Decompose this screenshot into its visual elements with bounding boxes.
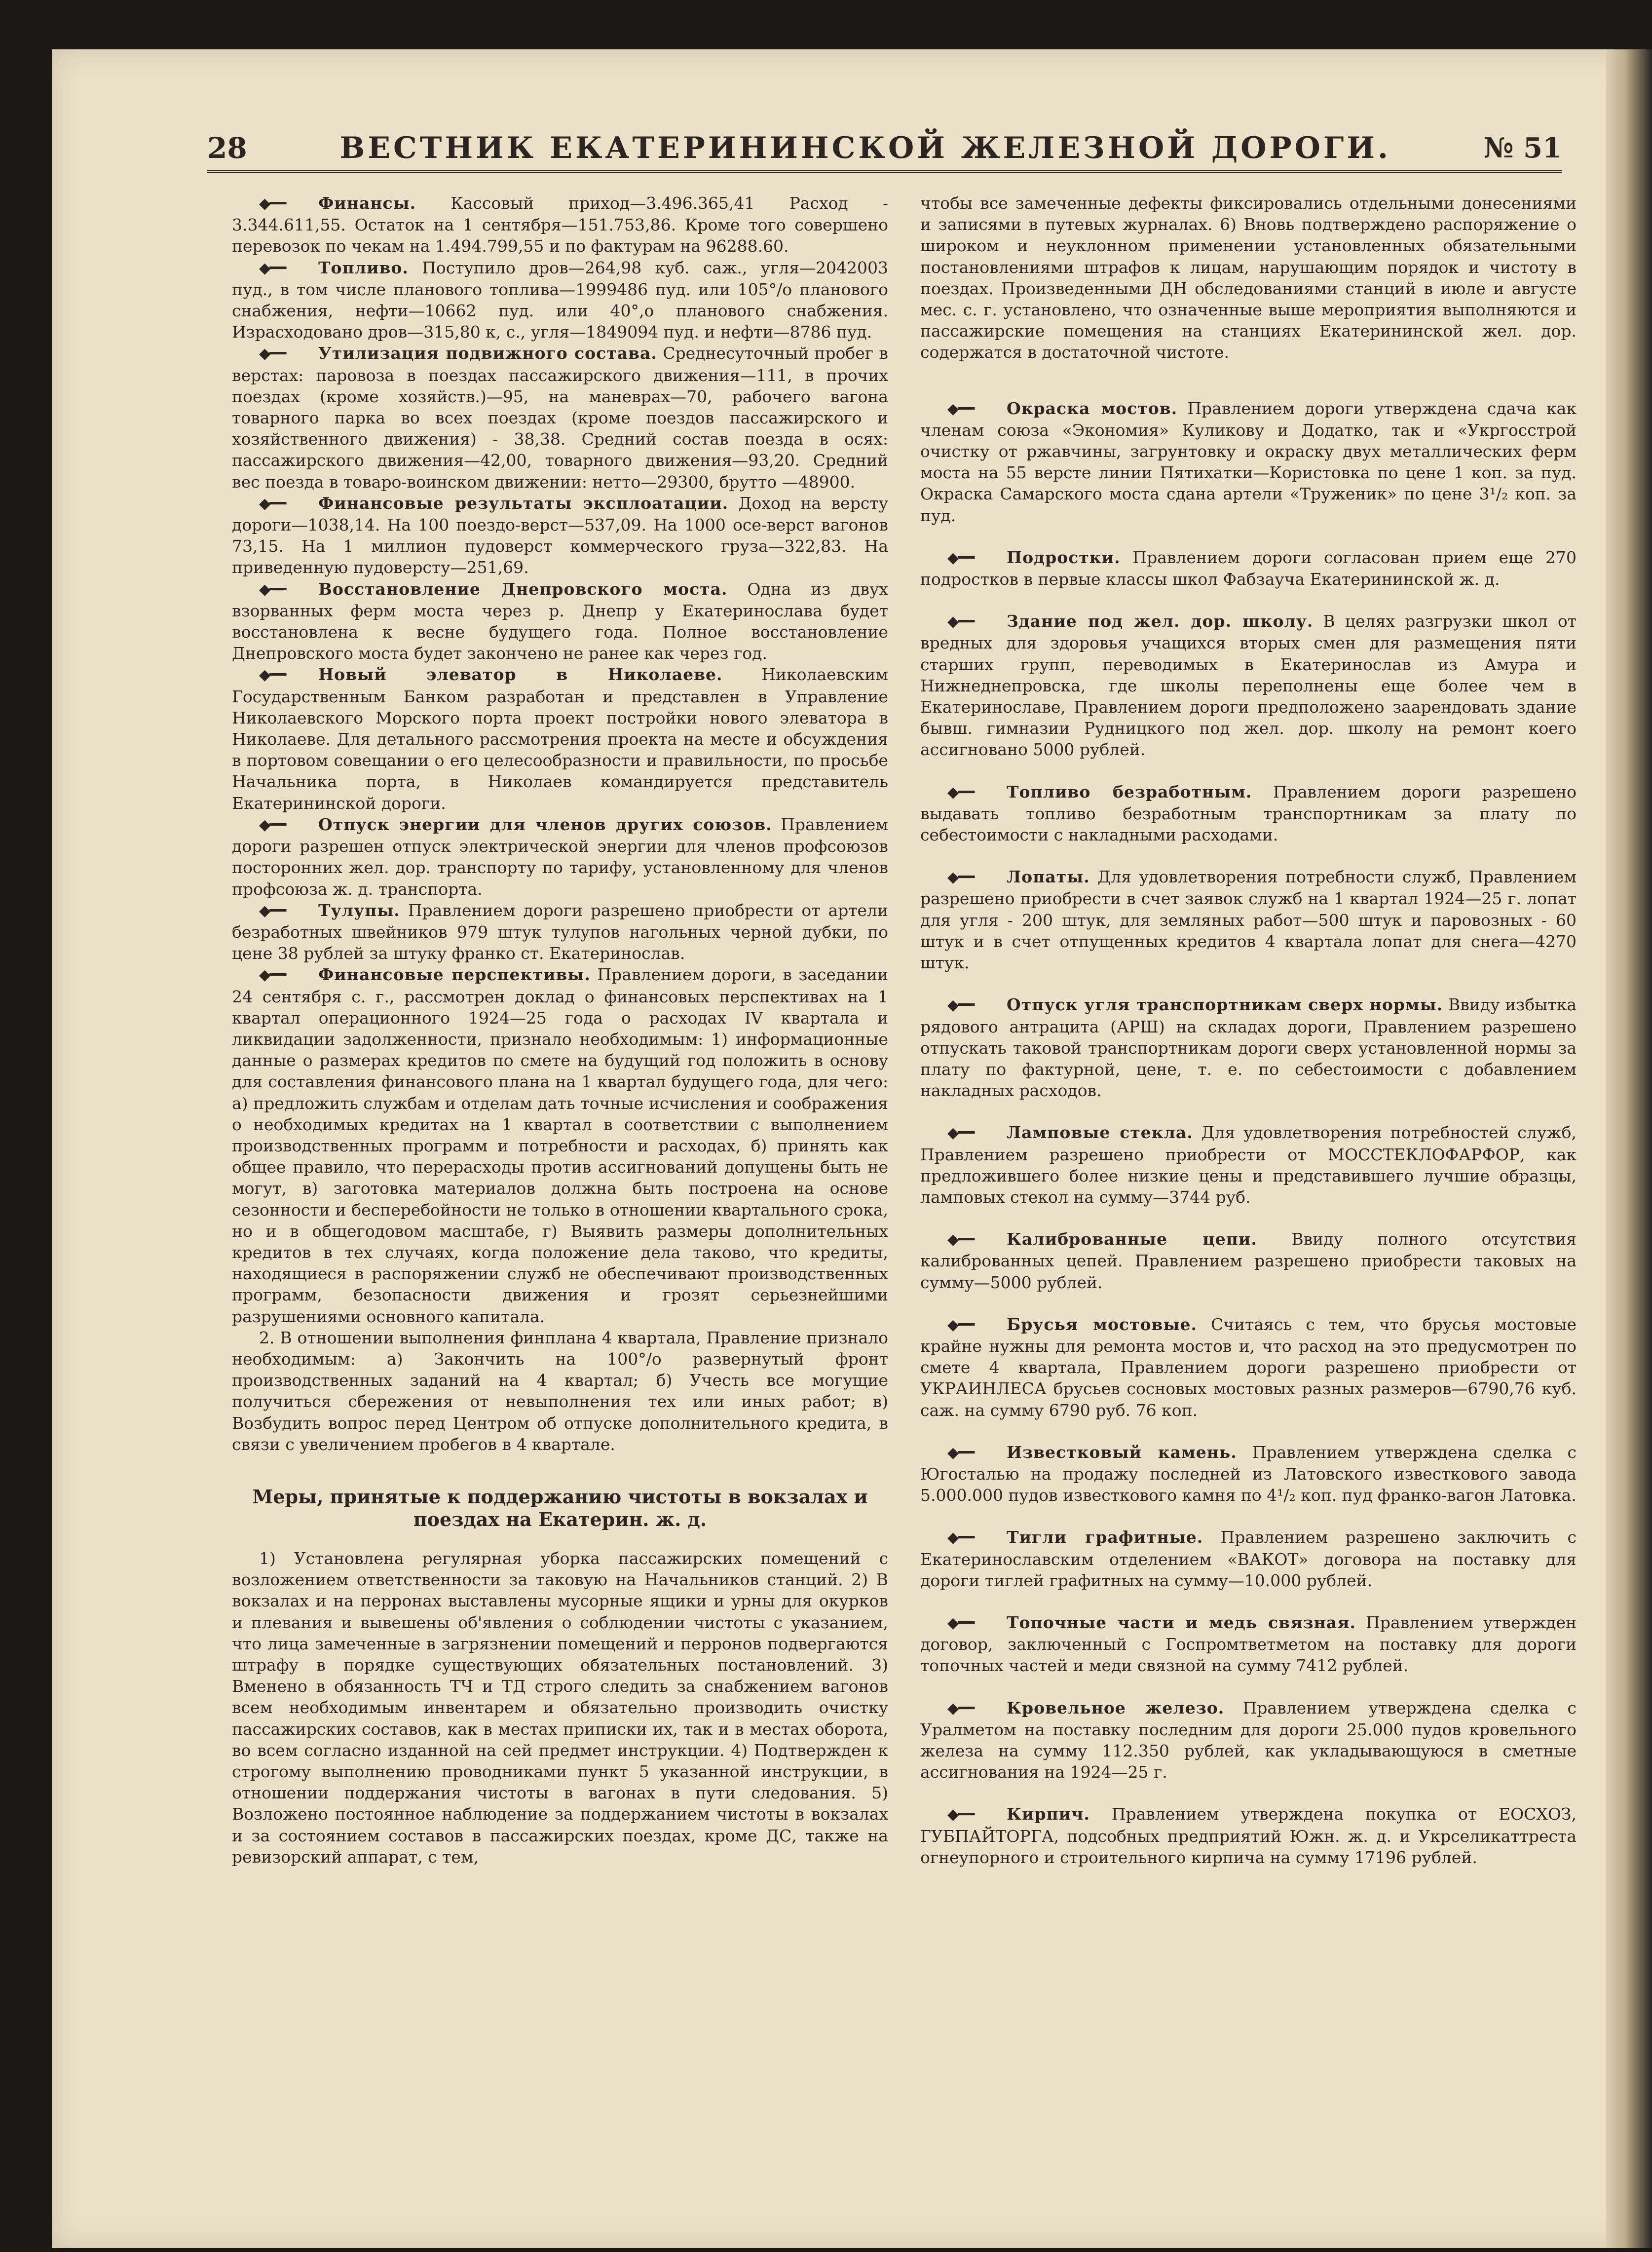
news-item-title: Тулупы.: [318, 900, 400, 920]
news-item: [920, 1612, 1577, 1677]
news-item: [920, 1228, 1577, 1293]
news-item-title: Подростки.: [1007, 547, 1121, 567]
arrow-ornament-icon: ◆━━: [259, 816, 286, 834]
news-item-text: Николаевским Государственным Банком разработан и представлен в Управление Николаевского Морского порта проект постройки нового элеватора в Николаеве. Для детального рассмотрения проекта на месте и обсуждения в портовом совещании о его целесообразности и правильности, по просьбе Начальника порта, в Николаев командируется представитель Екатерининской дороги.: [232, 665, 888, 813]
news-item-text: Правлением утверждена сделка с Уралметом на поставку последним для дороги 25.000 пудов кровельного железа на сумму 112.350 рублей, как укладывающуюся в сметные ассигнования на 1924—25 г.: [920, 1698, 1577, 1782]
arrow-ornament-icon: ◆━━: [259, 345, 286, 363]
news-item-text: Для удовлетворения потребностей служб, Правлением разрешено приобрести от МОССТЕКЛОФАРФОР, как предложившего более низкие цены и представившего лучшие образцы, ламповых стекол на сумму—3744 руб.: [920, 1123, 1577, 1207]
section-text-left: 1) Установлена регулярная уборка пассажирских помещений с возложением ответственности за таковую на Начальников станций. 2) В вокзалах и на перронах выставлены мусорные ящики и урны для окурков и плевания и вывешены об'явления о соблюдении чистоты с указанием, что лица замеченные в загрязнении помещений и перронов подвергаются штрафу в порядке существующих обязательных постановлений. 3) Вменено в обязанность ТЧ и ТД строго следить за снабжением вагонов всем необходимым инвентарем и обязательно производить очистку пассажирских составов, как в местах приписки их, так и в местах оборота, во всем согласно изданной на сей предмет инструкции. 4) Подтвержден к строгому выполнению проводниками пункт 5 указанной инструкции, в отношении поддержания чистоты в вагонах в пути следования. 5) Возложено постоянное наблюдение за поддержанием чистоты в вокзалах и за состоянием составов в пассажирских поездах, кроме ДС, также на ревизорский аппарат, с тем,: [232, 1548, 888, 1867]
arrow-ornament-icon: ◆━━: [259, 195, 286, 212]
news-item-text: Для удовлетворения потребности служб, Правлением разрешено приобрести в счет заявок служб на 1 квартал 1924—25 г. лопат для угля - 200 штук, для земляных работ—500 штук и паровозных - 60 штук и в счет отпущенных кредитов 4 квартала лопат для снега—4270 штук.: [920, 867, 1577, 973]
news-item-title: Финансовые результаты эксплоатации.: [318, 493, 729, 513]
arrow-ornament-icon: ◆━━: [947, 1806, 974, 1824]
news-item-text: Ввиду полного отсутствия калиброванных цепей. Правлением разрешено приобрести таковых на сумму—5000 рублей.: [920, 1229, 1577, 1292]
news-item-text: Кассовый приход—3.496.365,41 Расход - 3.344.611,55. Остаток на 1 сентября—151.753,86. Кроме того совершено перевозок по чекам на 1.494.799,55 и по фактурам на 96288.60.: [232, 193, 888, 256]
news-item: [920, 1803, 1577, 1868]
news-item-title: Восстановление Днепровского моста.: [318, 579, 728, 599]
news-item-title: Новый элеватор в Николаеве.: [318, 665, 723, 685]
news-item: [920, 398, 1577, 526]
news-item-title: Ламповые стекла.: [1007, 1123, 1193, 1143]
news-item-text: Ввиду избытка рядового антрацита (АРШ) на складах дороги, Правлением разрешено отпускать таковой транспортникам дороги сверх установленной нормы за плату по фактурной, цене, т. е. по себестоимости с добавлением накладных расходов.: [920, 995, 1577, 1101]
arrow-ornament-icon: ◆━━: [947, 400, 974, 418]
news-item-text: Правлением дороги утверждена сдача как членам союза «Экономия» Куликову и Додатко, так и «Укргосстрой очистку от ржавчины, загрунтовку и окраску двух металлических ферм моста на 55 версте линии Пятихатки—Користовка по цене 1 коп. за пуд. Окраска Самарского моста сдана артели «Труженик» по цене 3¹/₂ коп. за пуд.: [920, 398, 1577, 525]
news-item-text: Правлением утверждена сделка с Югосталью на продажу последней из Латовского известкового завода 5.000.000 пудов известкового камня по 4¹/₂ коп. пуд франко-вагон Латовка.: [920, 1442, 1577, 1505]
arrow-ornament-icon: ◆━━: [947, 1444, 974, 1461]
news-item: [920, 1442, 1577, 1506]
news-item: [920, 781, 1577, 846]
news-item-title: Топочные части и медь связная.: [1007, 1612, 1356, 1632]
arrow-ornament-icon: ◆━━: [259, 666, 286, 684]
news-item: [920, 1527, 1577, 1591]
arrow-ornament-icon: ◆━━: [259, 966, 286, 984]
news-item-title: Финансы.: [318, 193, 416, 213]
news-item-title: Известковый камень.: [1007, 1442, 1237, 1462]
news-item-text: Правлением дороги, в заседании 24 сентября с. г., рассмотрен доклад о финансовых перспективах на 1 квартал операционного 1924—25 года о расходах IV квартала и ликвидации задолженности, признало необходимым: 1) информационные данные о размерах кредитов по смете на будущий год положить в основу для составления финансового плана на 1 квартал будущего года, для чего: а) предложить службам и отделам дать точные исчисления и соображения о необходимых кредитах на 1 квартал в соответствии с выполнением производственных программ и потребности и расходах, б) принять как общее правило, что перерасходы против ассигнований допущены быть не могут, в) заготовка материалов должна быть построена на основе сезонности и бесперебойности не только в отношении квартального срока, но и в общегодовом масштабе, г) Выявить размеры дополнительных кредитов в тех случаях, когда положение дела таково, что кредиты, находящиеся в распоряжении служб не обеспечивают производственных программ, безопасности движения и грозят серьезнейшими разрушениями основного капитала.: [232, 965, 888, 1326]
arrow-ornament-icon: ◆━━: [947, 869, 974, 886]
news-item-text: Доход на версту дороги—1038,14. На 100 поездо-верст—537,09. На 1000 осе-верст вагонов 73,15. На 1 миллион пудоверст коммерческого груза—322,83. На приведенную пудоверсту—251,69.: [232, 493, 888, 577]
news-item: [920, 1314, 1577, 1421]
arrow-ornament-icon: ◆━━: [259, 259, 286, 277]
news-item: [232, 493, 888, 578]
news-item: [920, 994, 1577, 1101]
news-item: [920, 866, 1577, 973]
news-item-title: Утилизация подвижного состава.: [318, 344, 657, 363]
news-item-text: В целях разгрузки школ от вредных для здоровья учащихся вторых смен для размещения пяти старших групп, переводимых в Екатеринослав из Амура и Нижнеднепровска, где школы переполнены еще более чем в Екатеринославе, Правлением дороги предположено заарендовать здание бывш. гимназии Рудницкого под жел. дор. школу на ремонт коего ассигновано 5000 рублей.: [920, 611, 1577, 760]
arrow-ornament-icon: ◆━━: [259, 580, 286, 598]
news-item-title: Отпуск энергии для членов других союзов.: [318, 814, 772, 834]
arrow-ornament-icon: ◆━━: [947, 613, 974, 631]
news-item-title: Кровельное железо.: [1007, 1698, 1225, 1718]
news-item-text: Считаясь с тем, что брусья мостовые крайне нужны для ремонта мостов и, что расход на это предусмотрен по смете 4 квартала, Правлением дороги разрешено приобрести от УКРАИНЛЕСА брусьев сосновых мостовых разных размеров—6790,76 куб. саж. на сумму 6790 руб. 76 коп.: [920, 1314, 1577, 1420]
news-item: [232, 192, 888, 257]
news-item-title: Кирпич.: [1007, 1804, 1090, 1824]
news-item-text: Правлением разрешено заключить с Екатеринославским отделением «ВАКОТ» договора на поставку для дороги тиглей графитных на сумму—10.000 рублей.: [920, 1527, 1577, 1590]
arrow-ornament-icon: ◆━━: [947, 1614, 974, 1632]
news-item-text: Правлением дороги разрешен отпуск электрической энергии для членов профсоюзов посторонних жел. дор. транспорту по тарифу, установленному для членов профсоюза ж. д. транспорта.: [232, 814, 888, 899]
news-item: [232, 664, 888, 813]
arrow-ornament-icon: ◆━━: [947, 1699, 974, 1717]
news-item-text: Правлением дороги согласован прием еще 270 подростков в первые классы школ Фабзауча Екатерининской ж. д.: [920, 547, 1577, 589]
news-item-title: Топливо.: [318, 258, 409, 277]
news-item-text: Правлением утверждена покупка от ЕОСХОЗ, ГУБПАЙТОРГА, подсобных предприятий Южн. ж. д. и Укрселикаттреста огнеупорного и строительного кирпича на сумму 17196 рублей.: [920, 1804, 1577, 1867]
arrow-ornament-icon: ◆━━: [947, 1231, 974, 1249]
news-item: [232, 814, 888, 900]
news-item: [920, 1697, 1577, 1783]
arrow-ornament-icon: ◆━━: [947, 1316, 974, 1334]
arrow-ornament-icon: ◆━━: [947, 1124, 974, 1142]
page-number: 28: [207, 131, 247, 165]
arrow-ornament-icon: ◆━━: [947, 783, 974, 801]
arrow-ornament-icon: ◆━━: [259, 495, 286, 512]
page-header: [207, 126, 1562, 173]
page-edge: [1606, 49, 1652, 2248]
news-item: [920, 547, 1577, 590]
news-item: [232, 964, 888, 1327]
news-item-text: Одна из двух взорванных ферм моста через р. Днепр у Екатеринослава будет восстановлена к весне будущего года. Полное восстановление Днепровского моста будет закончено не ранее как через год.: [232, 579, 888, 663]
right-news-items: [920, 398, 1577, 1868]
news-item: [920, 611, 1577, 760]
arrow-ornament-icon: ◆━━: [259, 902, 286, 919]
news-item-text: Правлением дороги разрешено приобрести от артели безработных швейников 979 штук тулупов нагольных черной дубки, по цене 38 рублей за штуку франко ст. Екатеринослав.: [232, 900, 888, 963]
news-item-title: Топливо безработным.: [1007, 782, 1252, 802]
publication-title: ВЕСТНИК ЕКАТЕРИНИНСКОЙ ЖЕЛЕЗНОЙ ДОРОГИ.: [339, 131, 1391, 165]
arrow-ornament-icon: ◆━━: [947, 996, 974, 1014]
news-item: [232, 900, 888, 964]
issue-number: № 51: [1483, 132, 1562, 164]
news-item-text: Правлением дороги разрешено выдавать топливо безработным транспортникам за плату по себестоимости с накладными расходами.: [920, 782, 1577, 845]
section-text-right: чтобы все замеченные дефекты фиксировались отдельными донесениями и записями в путевых журналах. 6) Вновь подтверждено распоряжение о широком и неуклонном применении установленных обязательными постановлениями штрафов к лицам, нарушающим порядок и чистоту в поездах. Произведенными ДН обследованиями станций в июле и августе мес. с. г. установлено, что означенные выше мероприятия выполняются и пассажирские помещения на станциях Екатерининской жел. дор. содержатся в достаточной чистоте.: [920, 193, 1577, 362]
news-item-title: Тигли графитные.: [1007, 1527, 1203, 1547]
news-item-title: Здание под жел. дор. школу.: [1007, 611, 1314, 631]
news-item-title: Брусья мостовые.: [1007, 1314, 1198, 1334]
left-column: [232, 192, 888, 1868]
news-item-text: Правлением утвержден договор, заключенный с Госпромтветметом на поставку для дороги топочных частей и меди связной на сумму 7412 рублей.: [920, 1612, 1577, 1676]
news-item-title: Финансовые перспективы.: [318, 965, 591, 985]
news-item-title: Окраска мостов.: [1007, 398, 1178, 418]
news-item-text: Среднесуточный пробег в верстах: паровоза в поездах пассажирского движения—111, в прочих поездах (кроме хозяйств.)—95, на маневрах—70, рабочего вагона товарного парка во всех поездах (кроме поездов пассажирского и хозяйственного движения) - 38,38. Средний состав поезда в осях: пассажирского движения—42,00, товарного движения—93,20. Средний вес поезда в товаро-воинском движении: нетто—29300, брутто —48900.: [232, 344, 889, 492]
left-news-items: [232, 192, 888, 1327]
news-item-title: Отпуск угля транспортникам сверх нормы.: [1007, 995, 1443, 1015]
news-item: [232, 343, 888, 492]
news-item-title: Калиброванные цепи.: [1007, 1229, 1257, 1249]
news-item-title: Лопаты.: [1007, 867, 1090, 887]
right-column: [920, 192, 1577, 1889]
news-item: [920, 1122, 1577, 1208]
section-heading: Меры, принятые к поддержанию чистоты в вокзалах и поездах на Екатерин. ж. д.: [252, 1485, 868, 1530]
arrow-ornament-icon: ◆━━: [947, 549, 974, 567]
news-item-text: Поступило дров—264,98 куб. саж., угля—2042003 пуд., в том числе планового топлива—1999486 пуд. или 105°/о планового снабжения, нефти—10662 пуд. или 40°,о планового снабжения. Израсходовано дров—315,80 к, с., угля—1849094 пуд. и нефти—8786 пуд.: [232, 258, 888, 342]
news-item: [232, 257, 888, 343]
arrow-ornament-icon: ◆━━: [947, 1529, 974, 1547]
finplan-paragraph: 2. В отношении выполнения финплана 4 квартала, Правление признало необходимым: а) Закончить на 100°/о развернутый фронт производственных заданий на 4 квартал; б) Учесть все могущие получиться сбережения от невыполнения тех или иных работ; в) Возбудить вопрос перед Центром об отпуске дополнительного кредита, в связи с увеличением пробегов в 4 квартале.: [232, 1328, 888, 1454]
news-item: [232, 578, 888, 664]
